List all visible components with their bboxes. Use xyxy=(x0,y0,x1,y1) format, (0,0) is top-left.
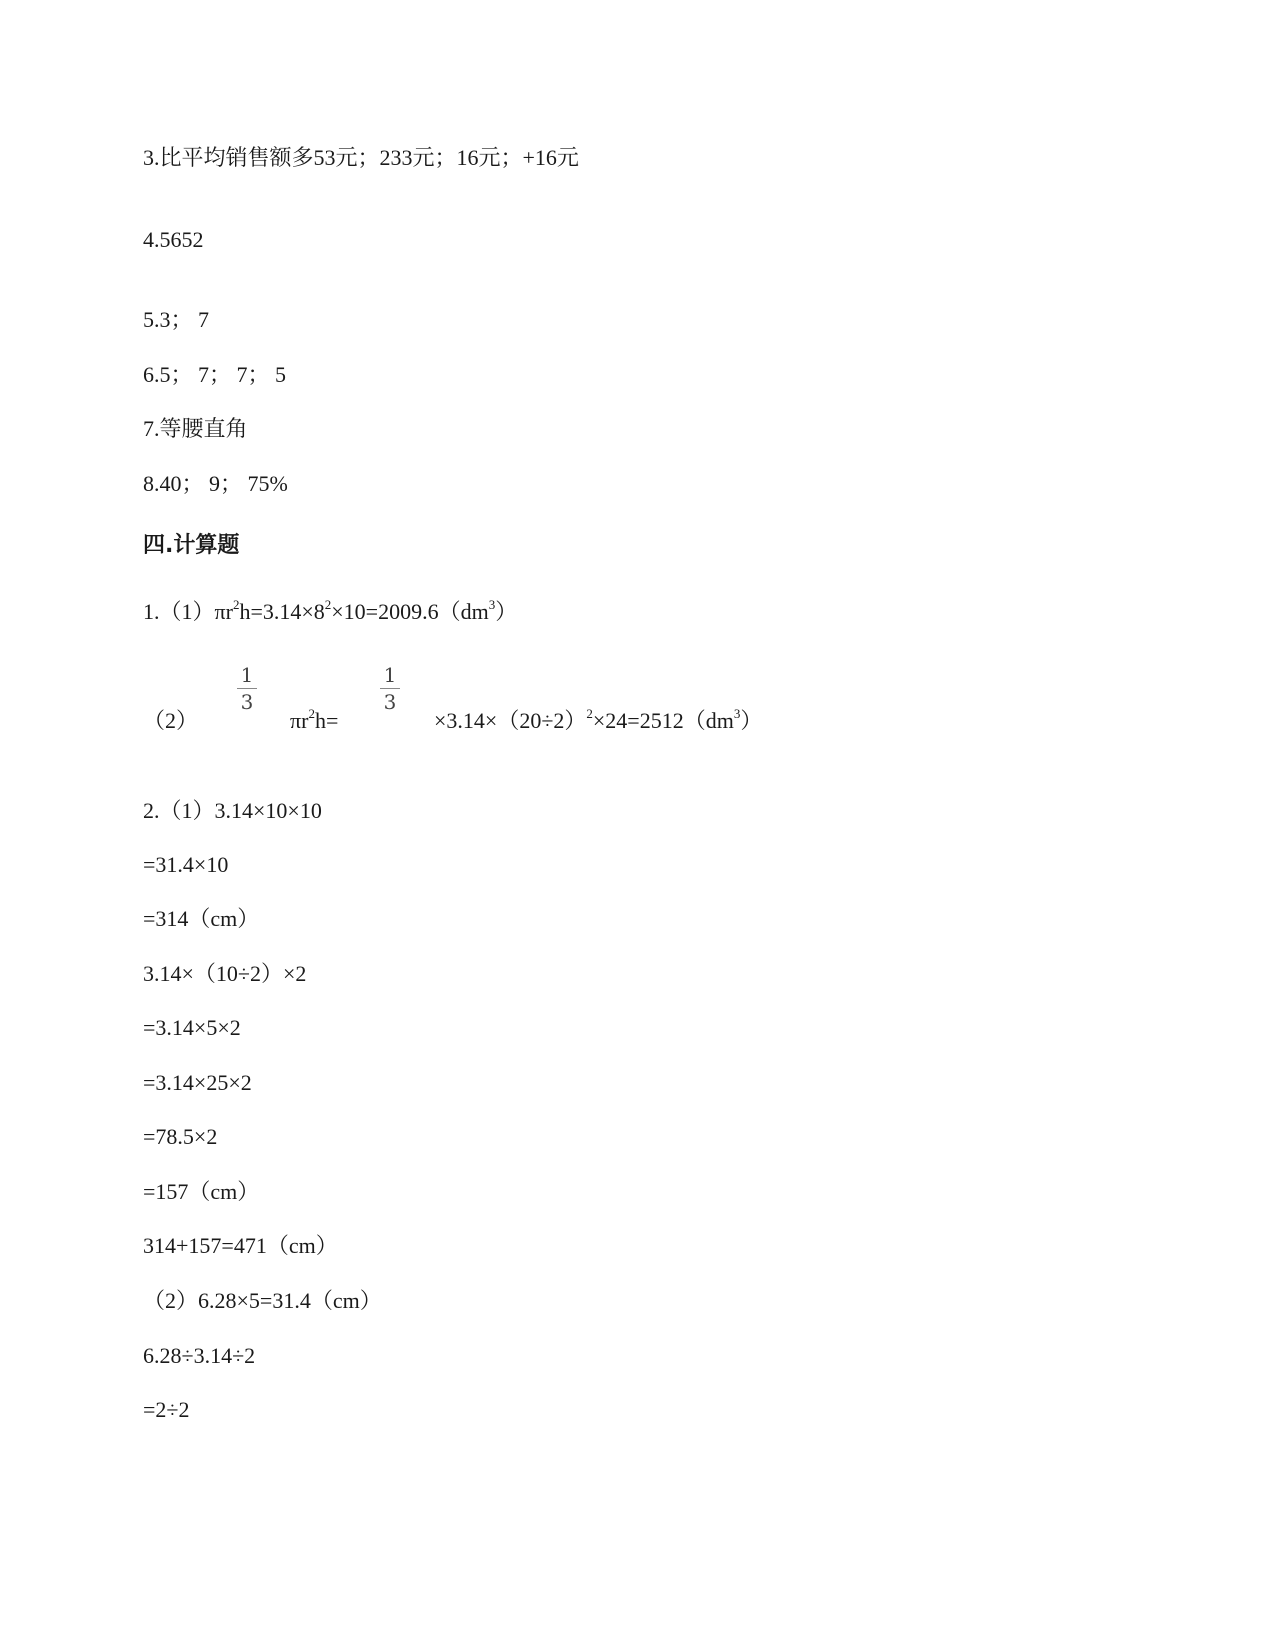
q2-line: =78.5×2 xyxy=(143,1124,218,1149)
answer-6: 6.5； 7； 7； 5 xyxy=(143,362,287,387)
answer-5: 5.3； 7 xyxy=(143,307,210,332)
answer-3: 3.比平均销售额多53元；233元；16元；+16元 xyxy=(143,145,579,170)
q1-line1: $1.(1)\pi r^2h=3.14\times 8^2\times 10=2009.6(dm^3)$ xyxy=(143,597,518,624)
answer-8: 8.40； 9； 75% xyxy=(143,471,288,496)
q2-line: 3.14×（10÷2）×2 xyxy=(143,961,307,986)
q2-line: =31.4×10 xyxy=(143,852,229,877)
answer-4: 4.5652 xyxy=(143,227,204,252)
q2-line: 314+157=471（cm） xyxy=(143,1233,338,1258)
q1-line2-formula: $\pi r^2h=$ xyxy=(290,706,339,733)
section-heading: 四.计算题 xyxy=(143,533,240,558)
q2-line: 2.（1）3.14×10×10 xyxy=(143,798,322,823)
fraction-one-third-2: 1 3 xyxy=(378,665,402,712)
answer-7: 7.等腰直角 xyxy=(143,416,248,441)
q2-line: =2÷2 xyxy=(143,1397,190,1422)
q2-line: =157（cm） xyxy=(143,1179,260,1204)
q2-line: =3.14×25×2 xyxy=(143,1070,252,1095)
q1-line2-result: $\times 3.14\times(20\div 2)^2\times 24=2512(dm^3)$ xyxy=(434,706,763,733)
q2-line: （2）6.28×5=31.4（cm） xyxy=(143,1288,382,1313)
q2-line: =314（cm） xyxy=(143,906,260,931)
q2-line: =3.14×5×2 xyxy=(143,1015,241,1040)
fraction-one-third: 1 3 xyxy=(235,665,259,712)
q1-line2-label: （2） xyxy=(143,708,199,733)
q2-line: 6.28÷3.14÷2 xyxy=(143,1343,256,1368)
